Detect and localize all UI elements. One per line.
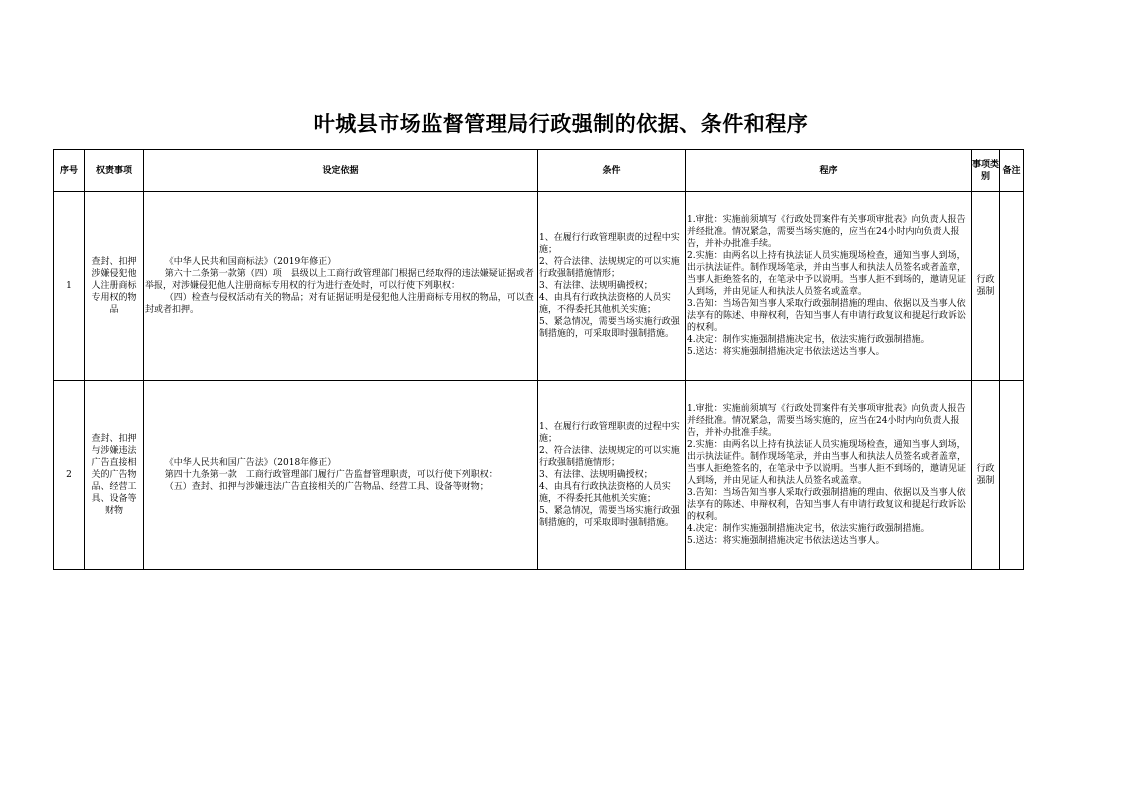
row-seq: 1 (54, 192, 85, 381)
basis-law: 《中华人民共和国广告法》（2018年修正） (164, 458, 337, 468)
header-item: 权责事项 (85, 150, 144, 192)
condition-line: 5、紧急情况，需要当场实施行政强制措施的，可采取即时强制措施。 (539, 506, 680, 528)
row-conditions (538, 192, 686, 381)
row-procedure (686, 192, 972, 381)
condition-line: 2、符合法律、法规规定的可以实施行政强制措施情形； (539, 257, 680, 279)
condition-line: 1、在履行行政管理职责的过程中实施； (539, 422, 680, 444)
row-procedure (686, 381, 972, 570)
row-seq: 2 (54, 381, 85, 570)
row-item: 查封、扣押涉嫌侵犯他人注册商标专用权的物品 (85, 192, 144, 381)
page-title: 叶城县市场监督管理局行政强制的依据、条件和程序 (313, 112, 809, 136)
row-basis (144, 192, 538, 381)
procedure-step: 2.实施：由两名以上持有执法证人员实施现场检查，通知当事人到场，出示执法证件。制作现场笔录，并由当事人和执法人员签名或者盖章，当事人拒绝签名的，在笔录中予以说明。当事人拒不到场的，邀请见证人到场，并由见证人和执法人员签名或盖章。 (687, 440, 967, 486)
procedure-step: 4.决定：制作实施强制措施决定书，依法实施行政强制措施。 (687, 335, 930, 345)
row-category: 行政强制 (972, 381, 1000, 570)
row-conditions (538, 381, 686, 570)
row-remarks (1000, 381, 1024, 570)
basis-clause: （五）查封、扣押与涉嫌违法广告直接相关的广告物品、经营工具、设备等财物； (164, 482, 489, 492)
condition-line: 3、有法律、法规明确授权； (539, 470, 653, 480)
procedure-step: 5.送达：将实施强制措施决定书依法送达当事人。 (687, 536, 885, 546)
basis-article: 第四十九条第一款 工商行政管理部门履行广告监督管理职责，可以行使下列职权： (164, 470, 498, 480)
procedure-step: 4.决定：制作实施强制措施决定书，依法实施行政强制措施。 (687, 524, 930, 534)
header-conditions: 条件 (538, 150, 686, 192)
table-row (54, 192, 1024, 381)
condition-line: 3、有法律、法规明确授权； (539, 281, 653, 291)
basis-article: 第六十二条第一款第（四）项 县级以上工商行政管理部门根据已经取得的违法嫌疑证据或者举报，对涉嫌侵犯他人注册商标专用权的行为进行查处时，可以行使下列职权： (145, 269, 534, 291)
procedure-step: 5.送达：将实施强制措施决定书依法送达当事人。 (687, 347, 885, 357)
header-category: 事项类别 (972, 150, 1000, 192)
procedure-step: 1.审批：实施前须填写《行政处罚案件有关事项审批表》向负责人报告并经批准。情况紧急，需要当场实施的，应当在24小时内向负责人报告，并补办批准手续。 (687, 404, 966, 438)
procedure-step: 3.告知：当场告知当事人采取行政强制措施的理由、依据以及当事人依法享有的陈述、申辩权利，告知当事人有申请行政复议和提起行政诉讼的权利。 (687, 299, 967, 333)
row-category: 行政强制 (972, 192, 1000, 381)
header-seq: 序号 (54, 150, 85, 192)
condition-line: 4、由具有行政执法资格的人员实施，不得委托其他机关实施； (539, 293, 671, 315)
row-basis (144, 381, 538, 570)
procedure-step: 1.审批：实施前须填写《行政处罚案件有关事项审批表》向负责人报告并经批准。情况紧急，需要当场实施的，应当在24小时内向负责人报告，并补办批准手续。 (687, 215, 966, 249)
coercion-table (53, 149, 1024, 570)
procedure-step: 2.实施：由两名以上持有执法证人员实施现场检查，通知当事人到场，出示执法证件。制作现场笔录，并由当事人和执法人员签名或者盖章，当事人拒绝签名的，在笔录中予以说明。当事人拒不到场的，邀请见证人到场，并由见证人和执法人员签名或盖章。 (687, 251, 967, 297)
procedure-step: 3.告知：当场告知当事人采取行政强制措施的理由、依据以及当事人依法享有的陈述、申辩权利，告知当事人有申请行政复议和提起行政诉讼的权利。 (687, 488, 967, 522)
table-header-row (54, 150, 1024, 192)
basis-clause: （四）检查与侵权活动有关的物品；对有证据证明是侵犯他人注册商标专用权的物品，可以查封或者扣押。 (145, 293, 534, 315)
condition-line: 5、紧急情况，需要当场实施行政强制措施的，可采取即时强制措施。 (539, 317, 680, 339)
basis-law: 《中华人民共和国商标法》（2019年修正） (164, 257, 337, 267)
condition-line: 1、在履行行政管理职责的过程中实施； (539, 233, 680, 255)
header-basis: 设定依据 (144, 150, 538, 192)
condition-line: 2、符合法律、法规规定的可以实施行政强制措施情形； (539, 446, 680, 468)
row-remarks (1000, 192, 1024, 381)
header-procedure: 程序 (686, 150, 972, 192)
table-row (54, 381, 1024, 570)
header-remarks: 备注 (1000, 150, 1024, 192)
row-item: 查封、扣押与涉嫌违法广告直接相关的广告物品、经营工具、设备等财物 (85, 381, 144, 570)
condition-line: 4、由具有行政执法资格的人员实施，不得委托其他机关实施； (539, 482, 671, 504)
